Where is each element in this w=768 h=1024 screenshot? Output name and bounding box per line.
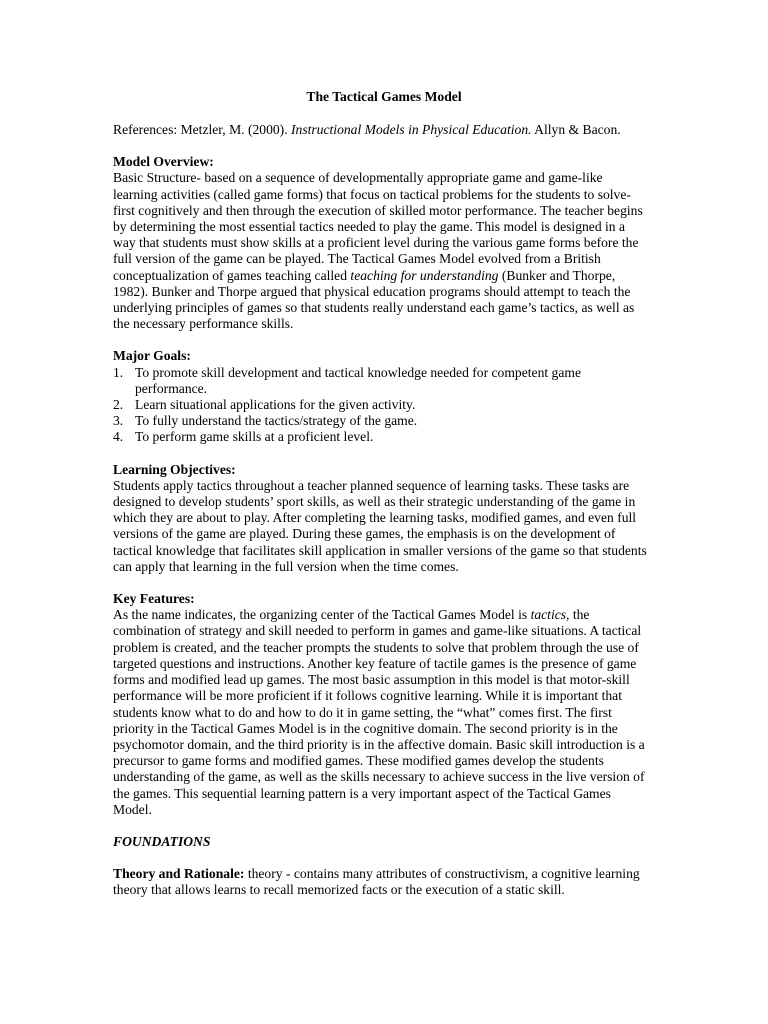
key-features-text: As the name indicates, the organizing center of the Tactical Games Model is tactics, the combination of strategy and skill needed to perform in games and game-like situations. A tactical problem is created, and the teacher prompts the students to solve that problem through the use of targeted questions and instructions. Another key feature of tactile games is the presence of game forms and modified lead up games. The most basic assumption in this model is that motor-skill performance will be more proficient if it follows cognitive learning. While it is important that students know what to do and how to do it in game setting, the “what” comes first. The first priority in the Tactical Games Model is in the cognitive domain. The second priority is in the psychomotor domain, and the third priority is in the affective domain. Basic skill introduction is a precursor to game forms and modified games. These modified games develop the students understanding of the game, as well as the skills necessary to achieve success in the live version of the games. This sequential learning pattern is a very important aspect of the Tactical Games Model. (113, 607, 645, 817)
list-item: 3. To fully understand the tactics/strategy of the game. (113, 413, 418, 429)
document-body (113, 122, 650, 899)
learning-objectives-section (113, 462, 650, 575)
references-author: Metzler, M. (2000). (180, 122, 288, 137)
learning-objectives-heading: Learning Objectives: (113, 461, 236, 477)
model-overview-section (113, 154, 650, 332)
theory-rationale-text: theory - contains many attributes of constructivism, a cognitive learning theory that allows learns to recall memorized facts or the execution of a static skill. (113, 866, 640, 898)
key-features-section (113, 591, 650, 818)
model-overview-text: Basic Structure- based on a sequence of developmentally appropriate game and game-like learning activities (called game forms) that focus on tactical problems for the students to solve- first cognitively and then through the execution of skilled motor performance. The teacher begins by determining the most essential tactics needed to play the game. This model is designed in a way that students must show skills at a proficient level during the various game forms before the full version of the game can be played. The Tactical Games Model evolved from a British conceptualization of games teaching called teaching for understanding (Bunker and Thorpe, 1982). Bunker and Thorpe argued that physical education programs should attempt to teach the underlying principles of games so that students really understand each game’s tactics, as well as the necessary performance skills. (113, 170, 643, 332)
foundations-heading: FOUNDATIONS (113, 833, 211, 849)
list-item: 2. Learn situational applications for the given activity. (113, 397, 416, 413)
major-goals-list (113, 365, 650, 446)
learning-objectives-text: Students apply tactics throughout a teacher planned sequence of learning tasks. These tasks are designed to develop students’ sport skills, as well as their strategic understanding of the game in which they are about to play. After completing the learning tasks, modified games, and even full versions of the game are played. During these games, the emphasis is on the development of tactical knowledge that facilitates skill application in smaller versions of the game so that students can apply that learning in the full version when the time comes. (113, 477, 647, 574)
major-goals-heading: Major Goals: (113, 348, 191, 364)
references-publisher: Allyn & Bacon. (534, 122, 621, 137)
theory-rationale-label: Theory and Rationale: (113, 866, 245, 882)
teaching-for-understanding: teaching for understanding (350, 267, 499, 283)
list-item: 4. To perform game skills at a proficient level. (113, 429, 374, 445)
references-book-title: Instructional Models in Physical Education. (291, 122, 532, 137)
list-item: 1. To promote skill development and tactical knowledge needed for competent game performance. (113, 364, 581, 396)
references (113, 122, 650, 138)
key-features-heading: Key Features: (113, 591, 195, 607)
theory-rationale-paragraph (113, 866, 650, 898)
model-overview-heading: Model Overview: (113, 154, 214, 170)
references-label: References: (113, 122, 178, 137)
tactics-emphasis: tactics, (530, 607, 570, 623)
document-title: The Tactical Games Model (306, 89, 462, 104)
major-goals-section (113, 348, 650, 445)
